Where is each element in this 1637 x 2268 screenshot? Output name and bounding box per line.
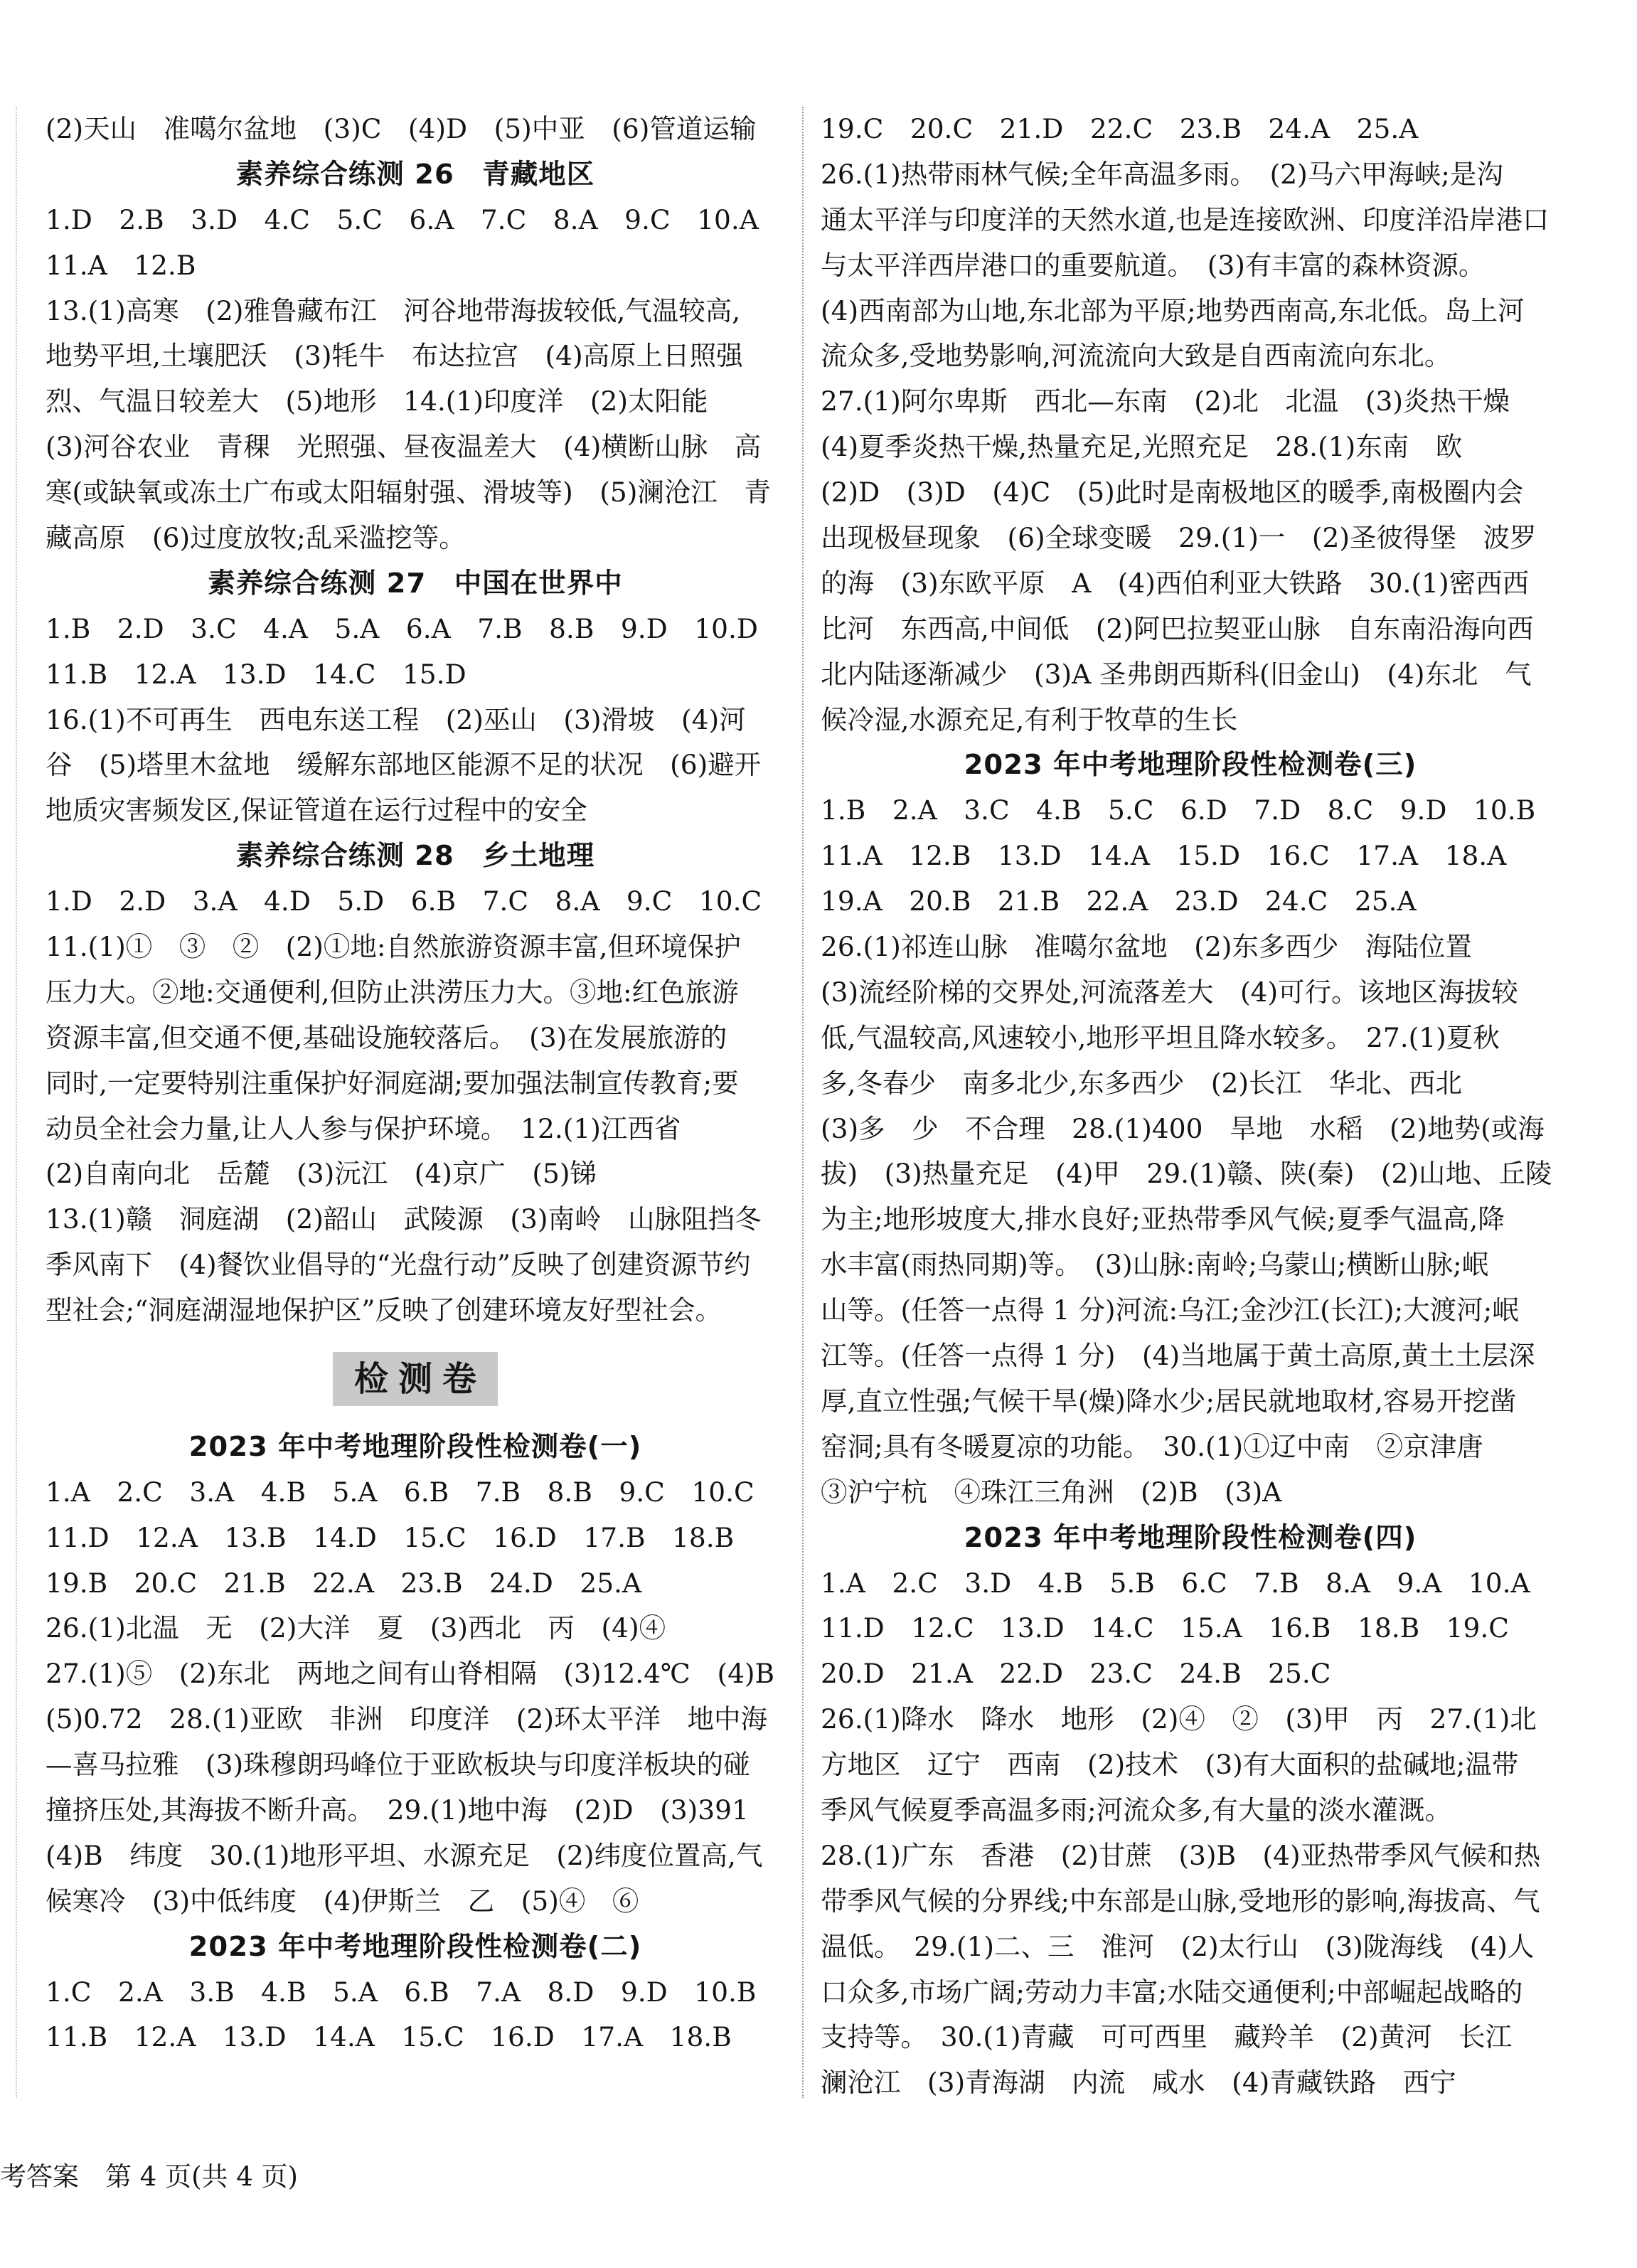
answer-line: 20.D 21.A 22.D 23.C 24.B 25.C bbox=[821, 1658, 1331, 1690]
answer-line: 26.(1)祁连山脉 准噶尔盆地 (2)东多西少 海陆位置 bbox=[821, 931, 1472, 963]
answer-line: 厚,直立性强;气候干旱(燥)降水少;居民就地取材,容易开挖凿 bbox=[821, 1385, 1517, 1417]
answer-line: 通太平洋与印度洋的天然水道,也是连接欧洲、印度洋沿岸港口 bbox=[821, 203, 1550, 235]
answer-line: 季风气候夏季高温多雨;河流众多,有大量的淡水灌溉。 bbox=[821, 1794, 1452, 1826]
section-heading: 2023 年中考地理阶段性检测卷(三) bbox=[964, 749, 1417, 782]
answer-line: (5)0.72 28.(1)亚欧 非洲 印度洋 (2)环太平洋 地中海 bbox=[46, 1703, 767, 1735]
answer-line: 19.B 20.C 21.B 22.A 23.B 24.D 25.A bbox=[46, 1567, 642, 1599]
answer-line: 带季风气候的分界线;中东部是山脉,受地形的影响,海拔高、气 bbox=[821, 1885, 1540, 1917]
answer-line: (2)天山 准噶尔盆地 (3)C (4)D (5)中亚 (6)管道运输 bbox=[46, 113, 757, 144]
answer-line: 藏高原 (6)过度放牧;乱采滥挖等。 bbox=[46, 522, 466, 554]
answer-line: 北内陆逐渐减少 (3)A 圣弗朗西斯科(旧金山) (4)东北 气 bbox=[821, 658, 1532, 690]
answer-line: 寒(或缺氧或冻土广布或太阳辐射强、滑坡等) (5)澜沧江 青 bbox=[46, 477, 771, 509]
section-heading: 2023 年中考地理阶段性检测卷(二) bbox=[188, 1930, 642, 1963]
left-column bbox=[46, 107, 785, 2060]
answer-line: 27.(1)⑤ (2)东北 两地之间有山脊相隔 (3)12.4℃ (4)B bbox=[46, 1658, 775, 1690]
answer-line: 1.D 2.B 3.D 4.C 5.C 6.A 7.C 8.A 9.C 10.A bbox=[46, 203, 759, 235]
answer-line: 13.(1)赣 洞庭湖 (2)韶山 武陵源 (3)南岭 山脉阻挡冬 bbox=[46, 1203, 762, 1235]
answer-line: 低,气温较高,风速较小,地形平坦且降水较多。 27.(1)夏秋 bbox=[821, 1021, 1500, 1053]
section-heading: 素养综合练测 28 乡土地理 bbox=[235, 840, 595, 873]
answer-line: 与太平洋西岸港口的重要航道。 (3)有丰富的森林资源。 bbox=[821, 249, 1486, 281]
answer-line: 28.(1)广东 香港 (2)甘蔗 (3)B (4)亚热带季风气候和热 bbox=[821, 1839, 1541, 1871]
answer-line: 26.(1)热带雨林气候;全年高温多雨。 (2)马六甲海峡;是沟 bbox=[821, 158, 1503, 190]
answer-line: 19.A 20.B 21.B 22.A 23.D 24.C 25.A bbox=[821, 885, 1417, 917]
answer-line: 方地区 辽宁 西南 (2)技术 (3)有大面积的盐碱地;温带 bbox=[821, 1749, 1519, 1781]
page-footer: 考答案 第 4 页(共 4 页) bbox=[0, 2161, 298, 2192]
answer-line: 山等。(任答一点得 1 分)河流:乌江;金沙江(长江);大渡河;岷 bbox=[821, 1294, 1519, 1326]
answer-line: 19.C 20.C 21.D 22.C 23.B 24.A 25.A bbox=[821, 113, 1419, 144]
answer-line: 11.D 12.A 13.B 14.D 15.C 16.D 17.B 18.B bbox=[46, 1521, 735, 1553]
answer-line: (4)西南部为山地,东北部为平原;地势西南高,东北低。岛上河 bbox=[821, 294, 1525, 326]
answer-line: 同时,一定要特别注重保护好洞庭湖;要加强法制宣传教育;要 bbox=[46, 1067, 739, 1099]
answer-line: 1.D 2.D 3.A 4.D 5.D 6.B 7.C 8.A 9.C 10.C bbox=[46, 885, 762, 917]
answer-line: 1.B 2.A 3.C 4.B 5.C 6.D 7.D 8.C 9.D 10.B bbox=[821, 794, 1536, 826]
answer-line: 11.D 12.C 13.D 14.C 15.A 16.B 18.B 19.C bbox=[821, 1612, 1510, 1644]
answer-line: 水丰富(雨热同期)等。 (3)山脉:南岭;乌蒙山;横断山脉;岷 bbox=[821, 1249, 1489, 1281]
answer-line: (3)流经阶梯的交界处,河流落差大 (4)可行。该地区海拔较 bbox=[821, 976, 1518, 1008]
answer-line: 多,冬春少 南多北少,东多西少 (2)长江 华北、西北 bbox=[821, 1067, 1462, 1099]
answer-line: 16.(1)不可再生 西电东送工程 (2)巫山 (3)滑坡 (4)河 bbox=[46, 703, 746, 735]
answer-line: 1.B 2.D 3.C 4.A 5.A 6.A 7.B 8.B 9.D 10.D bbox=[46, 612, 758, 644]
answer-line: 烈、气温日较差大 (5)地形 14.(1)印度洋 (2)太阳能 bbox=[46, 385, 708, 417]
answer-line: (4)B 纬度 30.(1)地形平坦、水源充足 (2)纬度位置高,气 bbox=[46, 1839, 763, 1871]
left-edge-rule bbox=[16, 107, 17, 2098]
answer-line: 季风南下 (4)餐饮业倡导的“光盘行动”反映了创建资源节约 bbox=[46, 1249, 751, 1281]
answer-line: 1.A 2.C 3.D 4.B 5.B 6.C 7.B 8.A 9.A 10.A bbox=[821, 1567, 1530, 1599]
answer-line: 撞挤压处,其海拔不断升高。 29.(1)地中海 (2)D (3)391 bbox=[46, 1794, 749, 1826]
answer-line: 支持等。 30.(1)青藏 可可西里 藏羚羊 (2)黄河 长江 bbox=[821, 2021, 1513, 2053]
answer-line: 11.(1)① ③ ② (2)①地:自然旅游资源丰富,但环境保护 bbox=[46, 931, 741, 963]
section-heading: 2023 年中考地理阶段性检测卷(一) bbox=[188, 1430, 642, 1463]
answer-line: 候寒冷 (3)中低纬度 (4)伊斯兰 乙 (5)④ ⑥ bbox=[46, 1885, 639, 1917]
section-banner bbox=[46, 1333, 785, 1425]
answer-line: (2)D (3)D (4)C (5)此时是南极地区的暖季,南极圈内会 bbox=[821, 477, 1524, 509]
section-banner-label: 检测卷 bbox=[333, 1352, 498, 1406]
section-heading: 素养综合练测 26 青藏地区 bbox=[235, 158, 595, 191]
answer-line: 26.(1)降水 降水 地形 (2)④ ② (3)甲 丙 27.(1)北 bbox=[821, 1703, 1537, 1735]
answer-line: 候冷湿,水源充足,有利于牧草的生长 bbox=[821, 703, 1238, 735]
answer-line: 的海 (3)东欧平原 A (4)西伯利亚大铁路 30.(1)密西西 bbox=[821, 567, 1530, 599]
answer-line: 1.C 2.A 3.B 4.B 5.A 6.B 7.A 8.D 9.D 10.B bbox=[46, 1976, 757, 2008]
answer-line: 型社会;“洞庭湖湿地保护区”反映了创建环境友好型社会。 bbox=[46, 1294, 722, 1326]
answer-line: —喜马拉雅 (3)珠穆朗玛峰位于亚欧板块与印度洋板块的碰 bbox=[46, 1749, 750, 1781]
answer-line: 澜沧江 (3)青海湖 内流 咸水 (4)青藏铁路 西宁 bbox=[821, 2067, 1456, 2099]
answer-line: 谷 (5)塔里木盆地 缓解东部地区能源不足的状况 (6)避开 bbox=[46, 749, 762, 781]
answer-line: 13.(1)高寒 (2)雅鲁藏布江 河谷地带海拔较低,气温较高, bbox=[46, 294, 741, 326]
column-divider bbox=[802, 107, 804, 2098]
answer-line: (3)多 少 不合理 28.(1)400 旱地 水稻 (2)地势(或海 bbox=[821, 1112, 1545, 1144]
answer-line: (2)自南向北 岳麓 (3)沅江 (4)京广 (5)锑 bbox=[46, 1158, 597, 1190]
answer-line: 11.A 12.B 13.D 14.A 15.D 16.C 17.A 18.A bbox=[821, 840, 1507, 872]
answer-line: (3)河谷农业 青稞 光照强、昼夜温差大 (4)横断山脉 高 bbox=[46, 431, 762, 463]
answer-line: 地势平坦,土壤肥沃 (3)牦牛 布达拉宫 (4)高原上日照强 bbox=[46, 340, 743, 372]
right-column bbox=[821, 107, 1560, 2106]
answer-line: (4)夏季炎热干燥,热量充足,光照充足 28.(1)东南 欧 bbox=[821, 431, 1463, 463]
answer-line: 出现极昼现象 (6)全球变暖 29.(1)一 (2)圣彼得堡 波罗 bbox=[821, 522, 1537, 554]
answer-line: 江等。(任答一点得 1 分) (4)当地属于黄土高原,黄土土层深 bbox=[821, 1340, 1535, 1372]
section-heading: 素养综合练测 27 中国在世界中 bbox=[208, 567, 623, 600]
answer-line: 口众多,市场广阔;劳动力丰富;水陆交通便利;中部崛起战略的 bbox=[821, 1976, 1523, 2008]
answer-line: 26.(1)北温 无 (2)大洋 夏 (3)西北 丙 (4)④ bbox=[46, 1612, 666, 1644]
answer-line: ③沪宁杭 ④珠江三角洲 (2)B (3)A bbox=[821, 1476, 1282, 1508]
answer-line: 地质灾害频发区,保证管道在运行过程中的安全 bbox=[46, 794, 587, 826]
answer-line: 11.B 12.A 13.D 14.A 15.C 16.D 17.A 18.B bbox=[46, 2021, 732, 2053]
answer-line: 动员全社会力量,让人人参与保护环境。 12.(1)江西省 bbox=[46, 1112, 681, 1144]
answer-line: 1.A 2.C 3.A 4.B 5.A 6.B 7.B 8.B 9.C 10.C bbox=[46, 1476, 754, 1508]
answer-line: 比河 东西高,中间低 (2)阿巴拉契亚山脉 自东南沿海向西 bbox=[821, 612, 1534, 644]
answer-line: 27.(1)阿尔卑斯 西北—东南 (2)北 北温 (3)炎热干燥 bbox=[821, 385, 1510, 417]
answer-line: 流众多,受地势影响,河流流向大致是自西南流向东北。 bbox=[821, 340, 1451, 372]
answer-line: 拔) (3)热量充足 (4)甲 29.(1)赣、陕(秦) (2)山地、丘陵 bbox=[821, 1158, 1552, 1190]
answer-line: 11.A 12.B bbox=[46, 249, 196, 281]
answer-line: 温低。 29.(1)二、三 淮河 (2)太行山 (3)陇海线 (4)人 bbox=[821, 1930, 1535, 1962]
section-heading: 2023 年中考地理阶段性检测卷(四) bbox=[964, 1521, 1417, 1554]
answer-line: 11.B 12.A 13.D 14.C 15.D bbox=[46, 658, 466, 690]
answer-line: 窑洞;具有冬暖夏凉的功能。 30.(1)①辽中南 ②京津唐 bbox=[821, 1430, 1483, 1462]
answer-line: 资源丰富,但交通不便,基础设施较落后。 (3)在发展旅游的 bbox=[46, 1021, 727, 1053]
answer-line: 为主;地形坡度大,排水良好;亚热带季风气候;夏季气温高,降 bbox=[821, 1203, 1505, 1235]
answer-line: 压力大。②地:交通便利,但防止洪涝压力大。③地:红色旅游 bbox=[46, 976, 739, 1008]
